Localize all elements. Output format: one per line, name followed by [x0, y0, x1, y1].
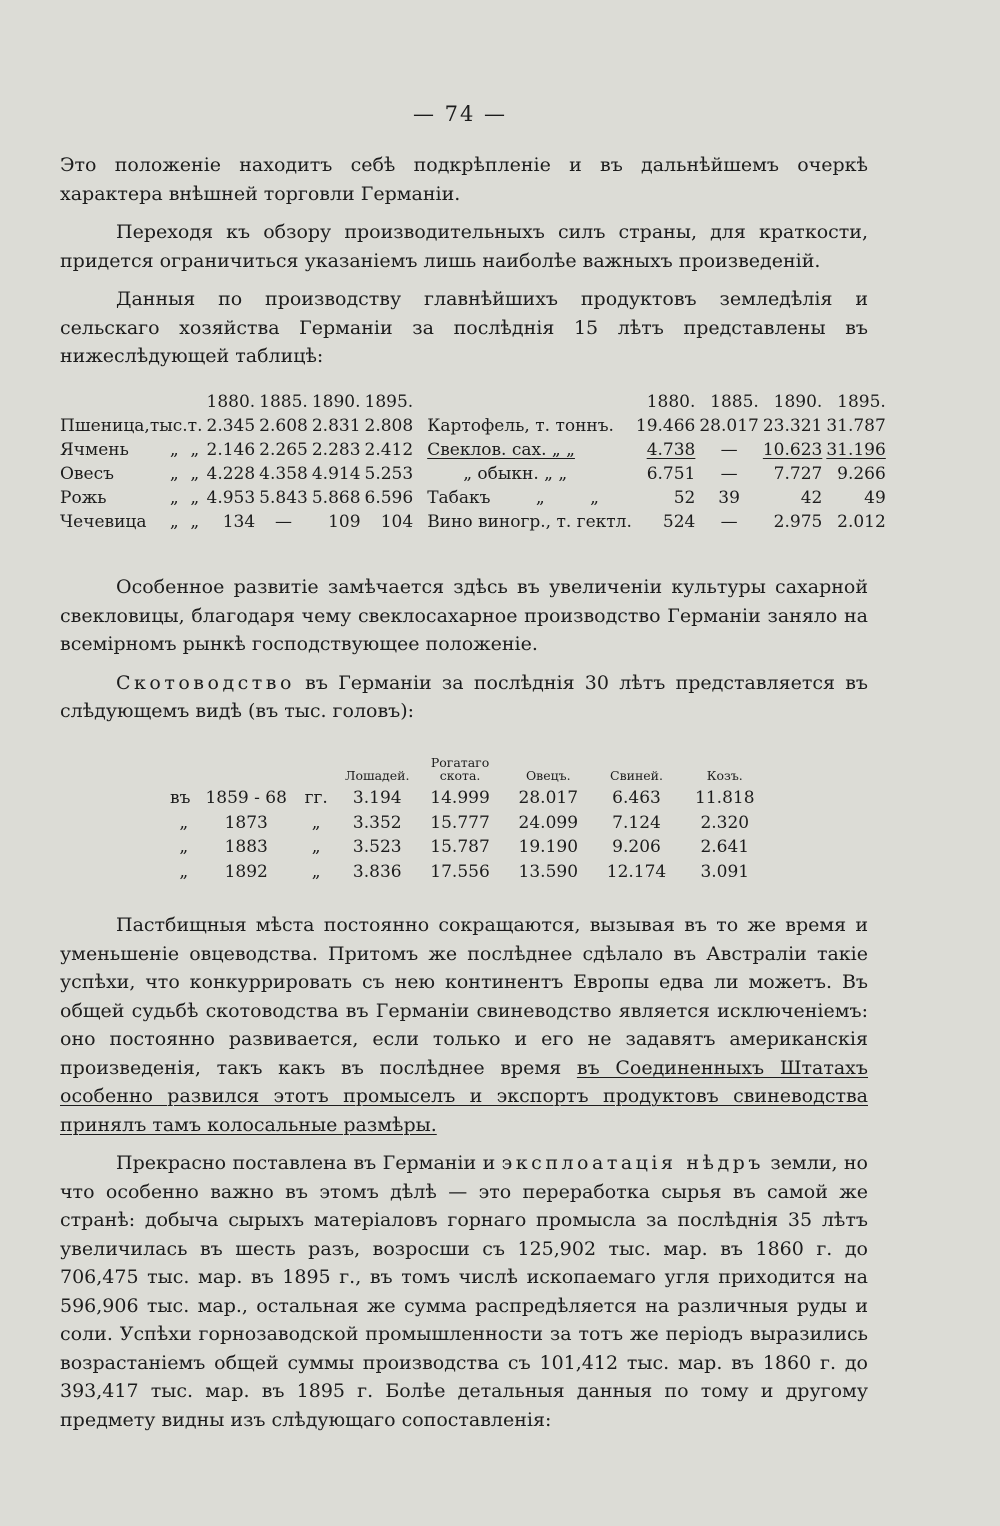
paragraph-3: Данныя по производству главнѣйшихъ продуктовъ земледѣлія и сельскаго хозяйства Германіи за послѣднія 15 лѣтъ представлены въ нижеслѣдующей таблицѣ:	[60, 288, 868, 367]
period: 1892	[224, 861, 268, 882]
year-header: 1885.	[710, 392, 759, 412]
table-row	[58, 510, 888, 534]
livestock-table	[168, 746, 768, 884]
cell-value: 17.556	[430, 861, 490, 882]
cell-value: 39	[718, 488, 740, 508]
underlined-text: въ Соединенныхъ Штатахъ особенно развился этотъ промыселъ и экспортъ продуктовъ свиневодства принялъ тамъ колосальные размѣры.	[60, 1056, 868, 1136]
cell-value: 5.253	[364, 464, 414, 484]
ditto-mark: „	[169, 464, 179, 484]
paragraph-text: Прекрасно поставлена въ Германіи и	[116, 1152, 502, 1174]
cell-value: 4.358	[259, 464, 308, 484]
year-header: 1890.	[311, 392, 361, 412]
ditto-mark: „	[169, 488, 179, 508]
cell-value: 19.190	[518, 837, 579, 858]
cell-value: 6.463	[612, 788, 661, 809]
cell-value: 7.727	[773, 464, 823, 484]
table-row	[168, 786, 768, 811]
cell-value: 9.266	[837, 464, 886, 484]
table-row	[168, 811, 768, 836]
crop-name: Овесъ	[60, 464, 114, 484]
table-row	[58, 462, 888, 486]
paragraph-pasture	[60, 911, 868, 1139]
cell-value: 31.196	[826, 440, 886, 460]
year-header: 1895.	[837, 392, 886, 412]
year-header: 1895.	[364, 392, 414, 412]
unit: гг.	[304, 788, 328, 809]
crops-table	[58, 390, 888, 534]
cell-value: 134	[222, 512, 256, 532]
year-header: 1890.	[773, 392, 823, 412]
crop-name: Картофель, т. тоннъ.	[427, 416, 614, 436]
table-row	[168, 860, 768, 885]
cell-value: 49	[864, 488, 886, 508]
column-header: Овецъ.	[525, 768, 571, 783]
cell-value: 2.808	[364, 416, 414, 436]
cell-value: 19.466	[635, 416, 696, 436]
cell-value: —	[720, 512, 738, 532]
ditto-mark: „	[190, 488, 200, 508]
period: 1859 - 68	[205, 788, 287, 809]
cell-value: 109	[328, 512, 361, 532]
cell-value: 2.641	[700, 837, 750, 858]
cell-value: 15.787	[430, 837, 490, 858]
cell-value: 7.124	[612, 812, 661, 833]
paragraph-1: Это положеніе находитъ себѣ подкрѣпленіе и въ дальнѣйшемъ очеркѣ характера внѣшней торговли Германіи.	[60, 154, 868, 205]
year-header: 1880.	[206, 392, 256, 412]
cell-value: 10.623	[762, 440, 823, 460]
livestock-header-row	[168, 746, 768, 786]
cell-value: 24.099	[518, 812, 579, 833]
crops-header-row	[58, 390, 888, 414]
cell-value: 6.596	[364, 488, 414, 508]
unit: „	[311, 837, 321, 858]
cell-value: 4.953	[206, 488, 256, 508]
cell-value: 524	[662, 512, 696, 532]
ditto-mark: „	[190, 440, 200, 460]
column-header: Козъ.	[706, 768, 743, 783]
cell-value: 2.320	[700, 812, 750, 833]
unit: „	[311, 812, 321, 833]
cell-value: 12.174	[606, 861, 667, 882]
cell-value: 4.914	[311, 464, 361, 484]
paragraph-text: земли, но что особенно важно въ этомъ дѣлѣ — это переработка сырья въ самой же странѣ: добыча сырыхъ матеріаловъ горнаго промысла за послѣднія 35 лѣтъ увеличилась въ шесть разъ, возросши съ 125,902 тыс. мар. въ 1860 г. до 706,475 тыс. мар. въ 1895 г., въ томъ числѣ ископаемаго угля приходится на 596,906 тыс. мар., остальная же сумма распредѣляется на различныя руды и соли. Успѣхи горнозаводской промышленности за тотъ же періодъ выразились возрастаніемъ общей суммы производства съ 101,412 тыс. мар. въ 1860 г. до 393,417 тыс. мар. въ 1895 г. Болѣе детальныя данныя по тому и другому предмету видны изъ слѣдующаго сопоставленія:	[60, 1152, 868, 1431]
ditto-mark: „	[190, 464, 200, 484]
table-row	[58, 438, 888, 462]
cell-value: 3.836	[352, 861, 402, 882]
table-row	[58, 486, 888, 510]
period: 1883	[224, 837, 268, 858]
paragraph-text: въ Германіи за послѣднія 30 лѣтъ представляется въ слѣдующемъ видѣ (въ тыс. головъ):	[60, 671, 868, 722]
cell-value: 3.194	[352, 788, 402, 809]
text-block-top	[60, 151, 868, 381]
year-header: 1885.	[259, 392, 308, 412]
cell-value: —	[720, 464, 738, 484]
cell-value: 2.283	[311, 440, 361, 460]
paragraph-beet: Особенное развитіе замѣчается здѣсь въ увеличеніи культуры сахарной свекловицы, благодаря чему свеклосахарное производство Германіи заняло на всемірномъ рынкѣ господствующее положеніе.	[60, 576, 868, 655]
cell-value: 23.321	[762, 416, 823, 436]
row-prefix: „	[179, 812, 189, 833]
cell-value: 9.206	[612, 837, 661, 858]
text-block-bottom	[60, 911, 868, 1444]
text-block-middle	[60, 573, 868, 736]
cell-value: 11.818	[695, 788, 755, 809]
cell-value: 6.751	[646, 464, 696, 484]
year-header: 1880.	[646, 392, 696, 412]
crop-name: Рожь	[60, 488, 107, 508]
ditto-mark: „	[169, 440, 179, 460]
column-header: Лошадей.	[345, 768, 410, 783]
cell-value: 2.975	[773, 512, 823, 532]
cell-value: 3.523	[352, 837, 402, 858]
paragraph-text: Пастбищныя мѣста постоянно сокращаются, вызывая въ то же время и уменьшеніе овцеводства. Притомъ же послѣднее сдѣлало въ Австраліи такіе успѣхи, что конкуррировать съ нею континентъ Европы едва ли можетъ. Въ общей судьбѣ скотоводства въ Германіи свиневодство является исключеніемъ: оно постоянно развивается, если только и его не задавятъ американскія произведенія, такъ какъ въ послѣднее время	[60, 914, 868, 1079]
column-header: Свиней.	[610, 768, 663, 783]
cell-value: —	[275, 512, 292, 532]
cell-value: 13.590	[518, 861, 579, 882]
paragraph-2: Переходя къ обзору производительныхъ силъ страны, для краткости, придется ограничиться указаніемъ лишь наиболѣе важныхъ произведеній.	[60, 221, 868, 272]
row-prefix: въ	[170, 788, 191, 809]
table-row	[58, 414, 888, 438]
paragraph-livestock	[60, 669, 868, 726]
ditto-mark: „	[169, 512, 179, 532]
cell-value: 28.017	[518, 788, 579, 809]
cell-value: 28.017	[699, 416, 759, 436]
cell-value: 3.352	[352, 812, 402, 833]
period: 1873	[224, 812, 268, 833]
cell-value: 2.146	[206, 440, 256, 460]
row-prefix: „	[179, 861, 189, 882]
cell-value: 14.999	[430, 788, 490, 809]
cell-value: 5.843	[259, 488, 308, 508]
cell-value: 2.608	[259, 416, 308, 436]
cell-value: 4.228	[206, 464, 256, 484]
cell-value: 2.412	[364, 440, 414, 460]
cell-value: —	[720, 440, 738, 460]
ditto-mark: „	[190, 512, 200, 532]
cell-value: 104	[380, 512, 414, 532]
crop-name: „ обыкн. „ „	[463, 464, 568, 484]
paragraph-mining	[60, 1149, 868, 1434]
spaced-term: эксплоатація нѣдръ	[501, 1152, 764, 1174]
cell-value: 42	[800, 488, 823, 508]
row-prefix: „	[179, 837, 189, 858]
unit: „	[311, 861, 321, 882]
crop-name: Чечевица	[60, 512, 147, 532]
crop-name: Вино виногр., т. гектл.	[427, 512, 632, 532]
cell-value: 3.091	[700, 861, 750, 882]
cell-value: 52	[673, 488, 696, 508]
cell-value: 31.787	[826, 416, 886, 436]
crop-name: Пшеница,тыс.т.	[60, 416, 203, 436]
crop-name: Табакъ „ „	[427, 488, 599, 508]
cell-value: 2.831	[311, 416, 361, 436]
cell-value: 2.345	[206, 416, 256, 436]
cell-value: 2.265	[259, 440, 308, 460]
page-number: — 74 —	[412, 102, 508, 126]
cell-value: 5.868	[311, 488, 361, 508]
cell-value: 15.777	[430, 812, 490, 833]
crop-name: Ячмень	[60, 440, 129, 460]
cell-value: 4.738	[646, 440, 696, 460]
crop-name: Свеклов. сах. „ „	[427, 440, 575, 460]
table-row	[168, 835, 768, 860]
cell-value: 2.012	[837, 512, 886, 532]
spaced-term: Скотоводство	[116, 671, 295, 694]
column-header: Рогатаго скота.	[430, 755, 490, 783]
